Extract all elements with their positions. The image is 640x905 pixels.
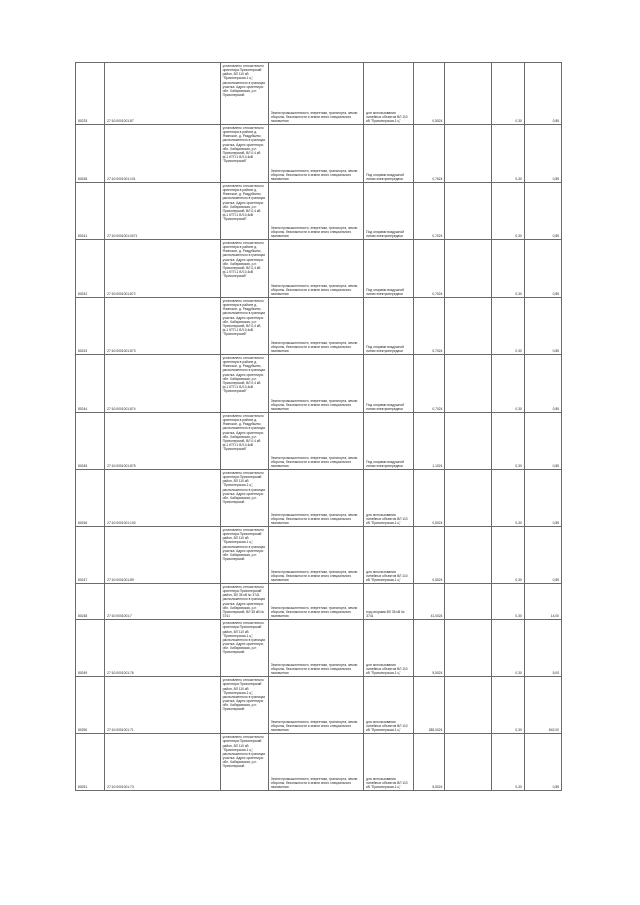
table-row: [76, 125, 562, 183]
cadastral-number-text: 27:10:0001001:101: [107, 176, 136, 181]
empty-cell: [445, 470, 491, 527]
tax-amount-text: 0,85: [552, 176, 559, 181]
area-value: [414, 677, 445, 734]
tax-amount-text: 0,85: [552, 577, 559, 582]
location-cell-text: установлено относительно ориентира в районе д. Ячинское, д. Раздубкино, расположенного в границах участка. Адрес ориентира: обл. Хабаровская, р-н Прихоперский, ВЛ 0,4 кВ ф-1 КТП-1 ВЛ-0,4кВ "Прихоперский": [222, 356, 266, 394]
permitted-use: [364, 470, 414, 527]
tax-rate-text: 0,30: [515, 348, 522, 353]
tax-rate: [491, 620, 524, 677]
area-value: [414, 620, 445, 677]
tax-amount: [524, 183, 561, 240]
tax-rate: [491, 734, 524, 791]
row-number: [76, 240, 105, 298]
area-value: [414, 355, 445, 413]
tax-amount: [524, 125, 561, 183]
row-number-text: 80243: [78, 348, 88, 353]
empty-cell: [445, 298, 491, 355]
tax-amount-text: 0,85: [552, 520, 559, 525]
land-category: [268, 677, 363, 734]
location-cell-text: установлено относительно ориентира Прихоперский район, ВЛ 110 кВ "Прихоперская-1 ц", расположенного в границах участка. Адрес ориентира: обл. Хабаровская, р-н Прихоперский: [222, 471, 266, 505]
row-number-text: 80245: [78, 463, 88, 468]
tax-rate-text: 0,30: [515, 176, 522, 181]
cadastral-number-text: 27:10:0001001:73: [107, 785, 134, 790]
tax-amount: [524, 63, 561, 125]
row-number-text: 80250: [78, 728, 88, 733]
area-value-text: 285,0024: [428, 728, 443, 733]
area-value-text: 0,5024: [432, 577, 443, 582]
empty-cell: [445, 584, 491, 620]
permitted-use: [364, 620, 414, 677]
cadastral-number-text: 27:10:0001001:875: [107, 463, 136, 468]
cadastral-number-text: 27:10:0001001:100: [107, 520, 136, 525]
area-value-text: 0,5024: [432, 118, 443, 123]
tax-amount: [524, 355, 561, 413]
location-cell-text: установлено относительно ориентира Прихоперский район, ВЛ 110 кВ "Прихоперская-1 ц", расположенного в границах участка. Адрес ориентира: обл. Хабаровская, р-н Прихоперский: [222, 678, 266, 712]
table-row: [76, 240, 562, 298]
land-category-text: Земли промышленности, энергетики, транспорта, земли обороны, безопасности и земли иного специального назначения: [270, 340, 358, 353]
tax-rate-text: 0,30: [515, 614, 522, 619]
row-number-text: 80246: [78, 520, 88, 525]
permitted-use: [364, 355, 414, 413]
area-value-text: 0,7024: [432, 233, 443, 238]
area-value: [414, 183, 445, 240]
tax-amount: [524, 527, 561, 584]
tax-amount-text: 842,00: [548, 728, 559, 733]
permitted-use: [364, 527, 414, 584]
permitted-use: [364, 240, 414, 298]
cadastral-number-text: 27:10:0001001:0071: [107, 233, 138, 238]
area-value: [414, 527, 445, 584]
row-number: [76, 183, 105, 240]
table-row: [76, 298, 562, 355]
tax-rate: [491, 677, 524, 734]
row-number-text: 80241: [78, 233, 88, 238]
location-cell: [220, 677, 268, 734]
cadastral-number: [105, 470, 220, 527]
permitted-use: [364, 298, 414, 355]
permitted-use: [364, 734, 414, 791]
table-row: [76, 63, 562, 125]
location-cell-text: установлено относительно ориентира в районе д. Ячинское, д. Раздубкино, расположенного в границах участка. Адрес ориентира: обл. Хабаровская, р-н Прихоперский, ВЛ 0,4 кВ ф-1 КТП-1 ВЛ-0,4кВ "Прихоперский": [222, 299, 266, 337]
tax-rate-text: 0,30: [515, 406, 522, 411]
permitted-use-text: Под опорами воздушной линии электропередачи: [366, 229, 404, 238]
tax-rate: [491, 240, 524, 298]
area-value: [414, 470, 445, 527]
table-row: [76, 584, 562, 620]
empty-cell: [445, 734, 491, 791]
location-cell: [220, 527, 268, 584]
location-cell: [220, 734, 268, 791]
table-row: [76, 470, 562, 527]
area-value: [414, 63, 445, 125]
tax-amount-text: 0,85: [552, 406, 559, 411]
tax-rate-text: 0,30: [515, 118, 522, 123]
tax-rate: [491, 413, 524, 470]
cadastral-number: [105, 413, 220, 470]
tax-amount: [524, 584, 561, 620]
row-number-text: 80248: [78, 614, 88, 619]
cadastral-number-text: 27:10:0001001:76: [107, 671, 134, 676]
permitted-use-text: Под опорами воздушной линии электропередачи: [366, 459, 404, 468]
tax-rate: [491, 355, 524, 413]
location-cell: [220, 240, 268, 298]
tax-amount: [524, 677, 561, 734]
cadastral-number-text: 27:10:0001001:71: [107, 728, 134, 733]
land-category-text: Земли промышленности, энергетики, транспорта, земли обороны, безопасности и земли иного специального назначения: [270, 283, 358, 296]
location-cell: [220, 470, 268, 527]
tax-amount: [524, 620, 561, 677]
cadastral-number: [105, 527, 220, 584]
row-number: [76, 527, 105, 584]
tax-rate: [491, 63, 524, 125]
tax-rate-text: 0,30: [515, 520, 522, 525]
area-value-text: 0,5024: [432, 520, 443, 525]
tax-rate-text: 0,30: [515, 671, 522, 676]
row-number-text: 80249: [78, 671, 88, 676]
row-number-text: 80251: [78, 785, 88, 790]
area-value-text: 0,7624: [432, 176, 443, 181]
location-cell-text: установлено относительно ориентира в районе д. Ячинское, д. Раздубкино, расположенного в границах участка. Адрес ориентира: обл. Хабаровская, р-н Прихоперский, ВЛ 0,4 кВ ф-1 КТП-1 ВЛ-0,4кВ "Прихоперский": [222, 241, 266, 279]
permitted-use-text: Под опорами воздушной линии электропередачи: [366, 344, 404, 353]
row-number: [76, 413, 105, 470]
land-category-text: Земли промышленности, энергетики, транспорта, земли обороны, безопасности и земли иного специального назначения: [270, 662, 358, 676]
permitted-use-text: Под опорами воздушной линии электропередачи: [366, 287, 404, 296]
cadastral-number: [105, 677, 220, 734]
permitted-use-text: для использования линейных объектов ВЛ 110 кВ "Прихоперская-1 ц": [366, 512, 408, 525]
tax-amount-text: 0,85: [552, 785, 559, 790]
empty-cell: [445, 63, 491, 125]
tax-rate: [491, 125, 524, 183]
empty-cell: [445, 620, 491, 677]
tax-amount: [524, 734, 561, 791]
empty-cell: [445, 240, 491, 298]
land-category: [268, 413, 363, 470]
cadastral-number: [105, 734, 220, 791]
row-number-text: 80247: [78, 577, 88, 582]
area-value-text: 0,7024: [432, 291, 443, 296]
cadastral-number-text: 27:10:0001001:89: [107, 577, 134, 582]
tax-amount: [524, 413, 561, 470]
empty-cell: [445, 355, 491, 413]
row-number: [76, 355, 105, 413]
land-category: [268, 240, 363, 298]
location-cell: [220, 355, 268, 413]
area-value-text: 0,7024: [432, 348, 443, 353]
row-number: [76, 734, 105, 791]
land-category-text: Земли промышленности, энергетики, транспорта, земли обороны, безопасности и земли иного специального назначения: [270, 776, 358, 790]
area-value-text: 1,1024: [432, 463, 443, 468]
location-cell-text: установлено относительно ориентира в районе д. Ячинское, д. Раздубкино, расположенного в границах участка. Адрес ориентира: обл. Хабаровская, р-н Прихоперский, ВЛ 0,4 кВ ф-1 КТП-1 ВЛ-0,4кВ "Прихоперский": [222, 126, 266, 164]
land-category: [268, 584, 363, 620]
cadastral-number-text: 27:10:0001001:87: [107, 118, 134, 123]
land-category: [268, 298, 363, 355]
empty-cell: [445, 413, 491, 470]
land-category-text: Земли промышленности, энергетики, транспорта, земли обороны, безопасности и земли иного специального назначения: [270, 168, 358, 181]
land-register-table: [75, 62, 562, 791]
area-value-text: 0,7024: [432, 406, 443, 411]
land-category: [268, 63, 363, 125]
table-row: [76, 620, 562, 677]
land-category-text: Земли промышленности, энергетики, транспорта, земли обороны, безопасности и земли иного специального назначения: [270, 398, 358, 411]
land-category-text: Земли промышленности, энергетики, транспорта, земли обороны, безопасности и земли иного специального назначения: [270, 569, 358, 582]
permitted-use-text: для использования линейных объектов ВЛ 110 кВ "Прихоперская-1 ц": [366, 110, 408, 123]
cadastral-number-text: 27:10:0001001:7: [107, 614, 132, 619]
land-category-text: Земли промышленности, энергетики, транспорта, земли обороны, безопасности и земли иного специального назначения: [270, 512, 358, 525]
register-body: [76, 63, 562, 791]
cadastral-number-text: 27:10:0001001:874: [107, 406, 136, 411]
row-number-text: 80248: [78, 176, 88, 181]
location-cell: [220, 298, 268, 355]
table-row: [76, 355, 562, 413]
area-value-text: 41,0024: [430, 614, 443, 619]
table-row: [76, 527, 562, 584]
location-cell: [220, 183, 268, 240]
row-number: [76, 677, 105, 734]
land-category: [268, 183, 363, 240]
tax-rate-text: 0,30: [515, 577, 522, 582]
tax-amount-text: 0,85: [552, 348, 559, 353]
location-cell-text: установлено относительно ориентира Прихоперский район, ВЛ 35 кВ № 3741 расположенного в границах участка. Адрес ориентира: обл. Хабаровская, р-н Прихоперский, ВЛ 35 кВ № 3741: [222, 585, 266, 619]
tax-rate: [491, 584, 524, 620]
location-cell: [220, 125, 268, 183]
land-category-text: Земли промышленности, энергетики, транспорта, земли обороны, безопасности и земли иного специального назначения: [270, 110, 358, 123]
tax-rate-text: 0,30: [515, 785, 522, 790]
tax-amount-text: 0,85: [552, 118, 559, 123]
location-cell-text: установлено относительно ориентира в районе д. Ячинское, д. Раздубкино, расположенного в границах участка. Адрес ориентира: обл. Хабаровская, р-н Прихоперский, ВЛ 0,4 кВ ф-1 КТП-1 ВЛ-0,4кВ "Прихоперский": [222, 184, 266, 222]
permitted-use-text: Под опорами воздушной линии электропередачи: [366, 402, 404, 411]
location-cell-text: установлено относительно ориентира в районе д. Ячинское, д. Раздубкино, расположенного в границах участка. Адрес ориентира: обл. Хабаровская, р-н Прихоперский, ВЛ 0,4 кВ ф-1 КТП-1 ВЛ-0,4кВ "Прихоперский": [222, 414, 266, 452]
area-value-text: 5,5024: [432, 671, 443, 676]
land-category-text: Земли промышленности, энергетики, транспорта, земли обороны, безопасности и земли иного специального назначения: [270, 225, 358, 238]
location-cell-text: установлено относительно ориентира Прихоперский район, ВЛ 110 кВ "Прихоперская-1 ц", расположенного в границах участка. Адрес ориентира: обл. Хабаровская, р-н Прихоперский: [222, 64, 266, 98]
cadastral-number: [105, 183, 220, 240]
tax-amount: [524, 298, 561, 355]
land-category: [268, 734, 363, 791]
tax-amount-text: 5,00: [552, 671, 559, 676]
empty-cell: [445, 677, 491, 734]
row-number-text: 80233: [78, 118, 88, 123]
empty-cell: [445, 527, 491, 584]
tax-rate-text: 0,30: [515, 728, 522, 733]
row-number: [76, 125, 105, 183]
cadastral-number: [105, 63, 220, 125]
land-category-text: Земли промышленности, энергетики, транспорта, земли обороны, безопасности и земли иного специального назначения: [270, 719, 358, 733]
cadastral-number-text: 27:10:0001001:873: [107, 348, 136, 353]
row-number: [76, 63, 105, 125]
table-row: [76, 677, 562, 734]
location-cell: [220, 413, 268, 470]
row-number-text: 80244: [78, 406, 88, 411]
tax-rate: [491, 527, 524, 584]
cadastral-number: [105, 355, 220, 413]
location-cell: [220, 63, 268, 125]
empty-cell: [445, 183, 491, 240]
land-category: [268, 355, 363, 413]
permitted-use: [364, 63, 414, 125]
area-value: [414, 298, 445, 355]
permitted-use-text: для использования линейных объектов ВЛ 110 кВ "Прихоперская-1 ц": [366, 662, 408, 676]
location-cell-text: установлено относительно ориентира Прихоперский район, ВЛ 110 кВ "Прихоперская-1 ц", расположенного в границах участка. Адрес ориентира: обл. Хабаровская, р-н Прихоперский: [222, 735, 266, 769]
area-value: [414, 734, 445, 791]
tax-amount-text: 0,85: [552, 291, 559, 296]
location-cell: [220, 620, 268, 677]
permitted-use-text: Под опорами воздушной линии электропередачи: [366, 172, 404, 181]
permitted-use: [364, 125, 414, 183]
permitted-use: [364, 183, 414, 240]
tax-rate: [491, 470, 524, 527]
table-row: [76, 734, 562, 791]
area-value-text: 5,5024: [432, 785, 443, 790]
cadastral-number: [105, 584, 220, 620]
cadastral-number: [105, 125, 220, 183]
tax-rate-text: 0,30: [515, 463, 522, 468]
cadastral-number: [105, 298, 220, 355]
permitted-use-text: для использования линейных объектов ВЛ 110 кВ "Прихоперская-1 ц": [366, 569, 408, 582]
permitted-use: [364, 584, 414, 620]
land-category: [268, 620, 363, 677]
row-number: [76, 620, 105, 677]
permitted-use-text: под опорами ВЛ 35 кВ № 3741: [366, 609, 405, 619]
tax-rate: [491, 183, 524, 240]
land-category-text: Земли промышленности, энергетики, транспорта, земли обороны, безопасности и земли иного специального назначения: [270, 455, 358, 468]
tax-amount-text: 0,85: [552, 463, 559, 468]
cadastral-number: [105, 240, 220, 298]
permitted-use: [364, 413, 414, 470]
tax-rate-text: 0,30: [515, 233, 522, 238]
cadastral-number-text: 27:10:0001001:872: [107, 291, 136, 296]
tax-rate: [491, 298, 524, 355]
tax-amount-text: 14,00: [550, 614, 559, 619]
tax-amount: [524, 240, 561, 298]
row-number: [76, 470, 105, 527]
tax-amount: [524, 470, 561, 527]
land-category: [268, 527, 363, 584]
permitted-use: [364, 677, 414, 734]
empty-cell: [445, 125, 491, 183]
row-number: [76, 584, 105, 620]
tax-amount-text: 0,85: [552, 233, 559, 238]
area-value: [414, 125, 445, 183]
location-cell-text: установлено относительно ориентира Прихоперский район, ВЛ 110 кВ "Прихоперская-1 ц", расположенного в границах участка. Адрес ориентира: обл. Хабаровская, р-н Прихоперский: [222, 621, 266, 655]
cadastral-number: [105, 620, 220, 677]
tax-rate-text: 0,30: [515, 291, 522, 296]
row-number-text: 80242: [78, 291, 88, 296]
land-category: [268, 125, 363, 183]
area-value: [414, 240, 445, 298]
area-value: [414, 413, 445, 470]
table-row: [76, 183, 562, 240]
row-number: [76, 298, 105, 355]
land-category-text: Земли промышленности, энергетики, транспорта, земли обороны, безопасности и земли иного специального назначения: [270, 605, 358, 619]
location-cell-text: установлено относительно ориентира Прихоперский район, ВЛ 110 кВ "Прихоперская-1 ц", расположенного в границах участка. Адрес ориентира: обл. Хабаровская, р-н Прихоперский: [222, 528, 266, 562]
permitted-use-text: для использования линейных объектов ВЛ 110 кВ "Прихоперская-1 ц": [366, 719, 408, 733]
location-cell: [220, 584, 268, 620]
area-value: [414, 584, 445, 620]
table-row: [76, 413, 562, 470]
land-category: [268, 470, 363, 527]
permitted-use-text: для использования линейных объектов ВЛ 110 кВ "Прихоперская-1 ц": [366, 776, 408, 790]
